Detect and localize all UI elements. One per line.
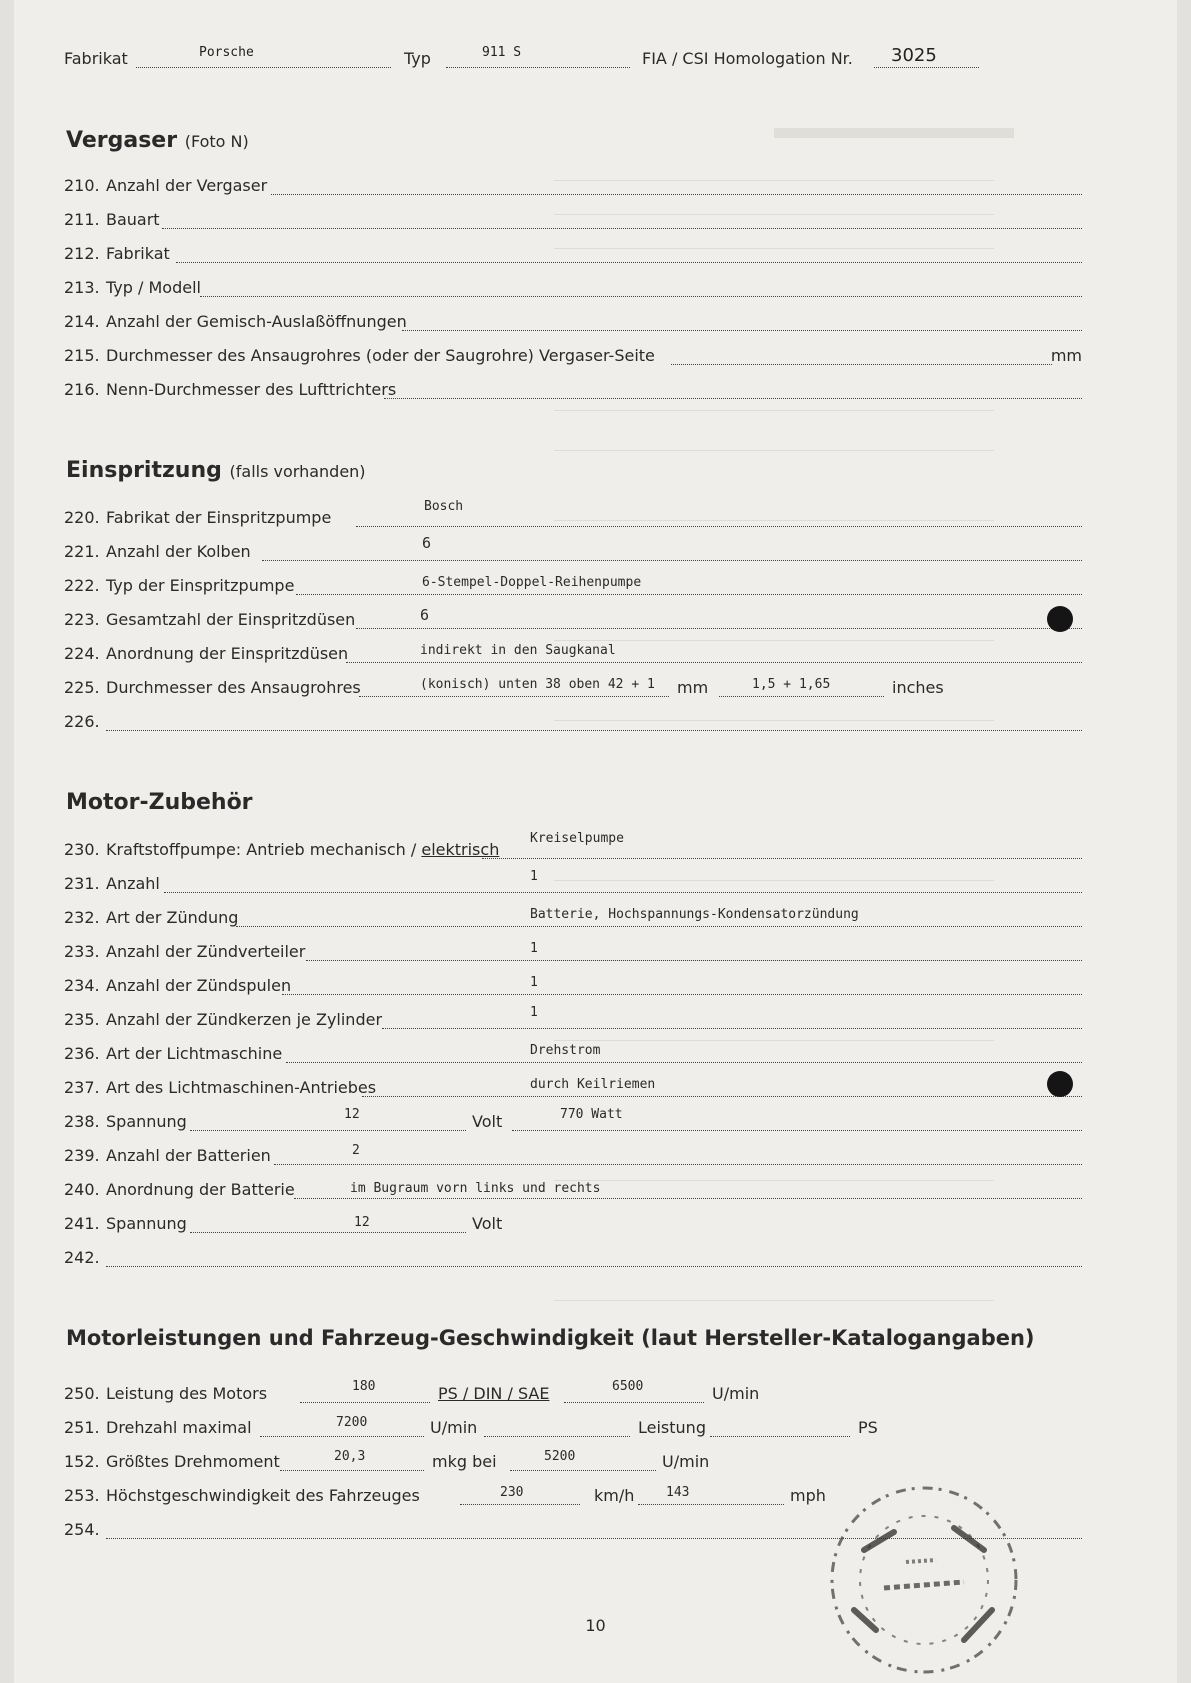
typ-value: 911 S: [482, 45, 522, 60]
value-238-watt: 770 Watt: [560, 1107, 623, 1122]
row-236: 236. Art der Lichtmaschine Drehstrom: [64, 1040, 1082, 1066]
field-226[interactable]: [106, 712, 1082, 731]
value-230: Kreiselpumpe: [530, 831, 624, 846]
field-221[interactable]: [262, 542, 1082, 561]
row-253: 253. Höchstgeschwindigkeit des Fahrzeuges 230 km/h 143 mph: [64, 1485, 826, 1505]
page-number: 10: [585, 1616, 606, 1635]
field-234[interactable]: [282, 976, 1082, 995]
value-225-inches: 1,5 + 1,65: [752, 677, 831, 692]
row-216: 216. Nenn-Durchmesser des Lufttrichters: [64, 376, 1082, 402]
field-220[interactable]: [356, 508, 1082, 527]
row-242: 242.: [64, 1244, 1082, 1270]
field-237[interactable]: [362, 1078, 1082, 1097]
row-232: 232. Art der Zündung Batterie, Hochspannungs-Kondensatorzündung: [64, 904, 1082, 930]
row-226: 226.: [64, 708, 1082, 734]
row-220: 220. Fabrikat der Einspritzpumpe Bosch: [64, 504, 1082, 530]
row-212: 212. Fabrikat: [64, 240, 1082, 266]
row-221: 221. Anzahl der Kolben 6: [64, 538, 1082, 564]
field-241[interactable]: [190, 1214, 466, 1233]
row-214: 214. Anzahl der Gemisch-Auslaßöffnungen: [64, 308, 1082, 334]
value-220: Bosch: [424, 499, 464, 514]
field-235[interactable]: [382, 1010, 1082, 1029]
row-213: 213. Typ / Modell: [64, 274, 1082, 300]
homologation-value: 3025: [891, 45, 937, 66]
field-233[interactable]: [306, 942, 1082, 961]
row-231: 231. Anzahl 1: [64, 870, 1082, 896]
row-234: 234. Anzahl der Zündspulen 1: [64, 972, 1082, 998]
value-238-volt: 12: [344, 1107, 360, 1122]
field-231[interactable]: [164, 874, 1082, 893]
fabrikat-field[interactable]: [136, 45, 391, 68]
value-250-ps: 180: [352, 1379, 376, 1394]
row-238: 238. Spannung 12 Volt 770 Watt: [64, 1108, 1082, 1134]
row-152: 152. Größtes Drehmoment 20,3 mkg bei 5200 U/min: [64, 1449, 710, 1471]
value-224: indirekt in den Saugkanal: [420, 643, 616, 658]
field-152-rpm[interactable]: [510, 1452, 656, 1471]
field-238-volt[interactable]: [190, 1112, 466, 1131]
row-251: 251. Drehzahl maximal 7200 U/min Leistung PS: [64, 1415, 878, 1437]
value-222: 6-Stempel-Doppel-Reihenpumpe: [422, 575, 642, 590]
binder-hole-upper: [1047, 606, 1073, 632]
elektrisch-underlined: elektrisch: [421, 840, 500, 859]
typ-field[interactable]: [446, 45, 630, 68]
value-221: 6: [422, 534, 432, 552]
row-223: 223. Gesamtzahl der Einspritzdüsen 6: [64, 606, 1082, 632]
row-211: 211. Bauart: [64, 206, 1082, 232]
row-241: 241. Spannung 12 Volt: [64, 1214, 503, 1233]
value-250-rpm: 6500: [612, 1379, 644, 1394]
value-235: 1: [530, 1005, 538, 1020]
field-251-blank[interactable]: [484, 1418, 630, 1437]
row-233: 233. Anzahl der Zündverteiler 1: [64, 938, 1082, 964]
value-253-kmh: 230: [500, 1485, 524, 1500]
row-235: 235. Anzahl der Zündkerzen je Zylinder 1: [64, 1006, 1082, 1032]
row-239: 239. Anzahl der Batterien 2: [64, 1142, 1082, 1168]
field-212[interactable]: [176, 244, 1082, 263]
value-241: 12: [354, 1215, 370, 1230]
field-236[interactable]: [286, 1044, 1082, 1063]
value-236: Drehstrom: [530, 1043, 601, 1058]
form-header: [64, 44, 1117, 72]
form-page: [14, 0, 1177, 1683]
value-225-mm: (konisch) unten 38 oben 42 + 1: [420, 677, 655, 692]
row-254: 254.: [64, 1516, 1082, 1542]
row-225: 225. Durchmesser des Ansaugrohres (konisch) unten 38 oben 42 + 1 mm 1,5 + 1,65 inches: [64, 677, 944, 697]
value-232: Batterie, Hochspannungs-Kondensatorzündung: [530, 907, 859, 922]
value-239: 2: [352, 1143, 360, 1158]
field-239[interactable]: [274, 1146, 1082, 1165]
row-210: 210. Anzahl der Vergaser: [64, 172, 1082, 198]
field-210[interactable]: [271, 176, 1082, 195]
row-230: 230. Kraftstoffpumpe: Antrieb mechanisch / elektrisch Kreiselpumpe: [64, 836, 1082, 862]
value-152-rpm: 5200: [544, 1449, 576, 1464]
field-222[interactable]: [296, 576, 1082, 595]
fabrikat-label: Fabrikat: [64, 49, 128, 68]
field-223[interactable]: [356, 610, 1082, 629]
value-240: im Bugraum vorn links und rechts: [350, 1181, 601, 1196]
homologation-label: FIA / CSI Homologation Nr.: [642, 49, 853, 68]
row-240: 240. Anordnung der Batterie im Bugraum vorn links und rechts: [64, 1176, 1082, 1202]
field-216[interactable]: [384, 380, 1082, 399]
value-253-mph: 143: [666, 1485, 690, 1500]
value-223: 6: [420, 606, 430, 624]
section-title-motor-zubehoer: Motor-Zubehör: [66, 790, 253, 815]
row-222: 222. Typ der Einspritzpumpe 6-Stempel-Doppel-Reihenpumpe: [64, 572, 1082, 598]
row-215: 215. Durchmesser des Ansaugrohres (oder der Saugrohre) Vergaser-Seite mm: [64, 346, 1082, 365]
section-title-vergaser: Vergaser (Foto N): [66, 128, 249, 153]
typ-label: Typ: [404, 49, 431, 68]
field-213[interactable]: [200, 278, 1082, 297]
field-214[interactable]: [402, 312, 1082, 331]
official-stamp: [814, 1470, 1034, 1680]
value-233: 1: [530, 941, 538, 956]
value-237: durch Keilriemen: [530, 1077, 656, 1092]
row-237: 237. Art des Lichtmaschinen-Antriebes durch Keilriemen: [64, 1074, 1082, 1100]
field-211[interactable]: [162, 210, 1082, 229]
field-215[interactable]: [671, 346, 1052, 365]
section-title-leistung: Motorleistungen und Fahrzeug-Geschwindigkeit (laut Hersteller-Katalogangaben): [66, 1326, 1035, 1350]
field-253-mph[interactable]: [638, 1486, 784, 1505]
row-224: 224. Anordnung der Einspritzdüsen indirekt in den Saugkanal: [64, 640, 1082, 666]
value-234: 1: [530, 975, 538, 990]
value-251-rpm: 7200: [336, 1415, 368, 1430]
section-title-einspritzung: Einspritzung (falls vorhanden): [66, 458, 366, 483]
value-231: 1: [530, 869, 538, 884]
field-251-ps[interactable]: [710, 1418, 850, 1437]
binder-hole-lower: [1047, 1071, 1073, 1097]
fabrikat-value: Porsche: [199, 45, 254, 60]
row-250: 250. Leistung des Motors 180 PS / DIN / SAE 6500 U/min: [64, 1379, 760, 1403]
value-152-mkg: 20,3: [334, 1449, 366, 1464]
field-242[interactable]: [106, 1248, 1082, 1267]
